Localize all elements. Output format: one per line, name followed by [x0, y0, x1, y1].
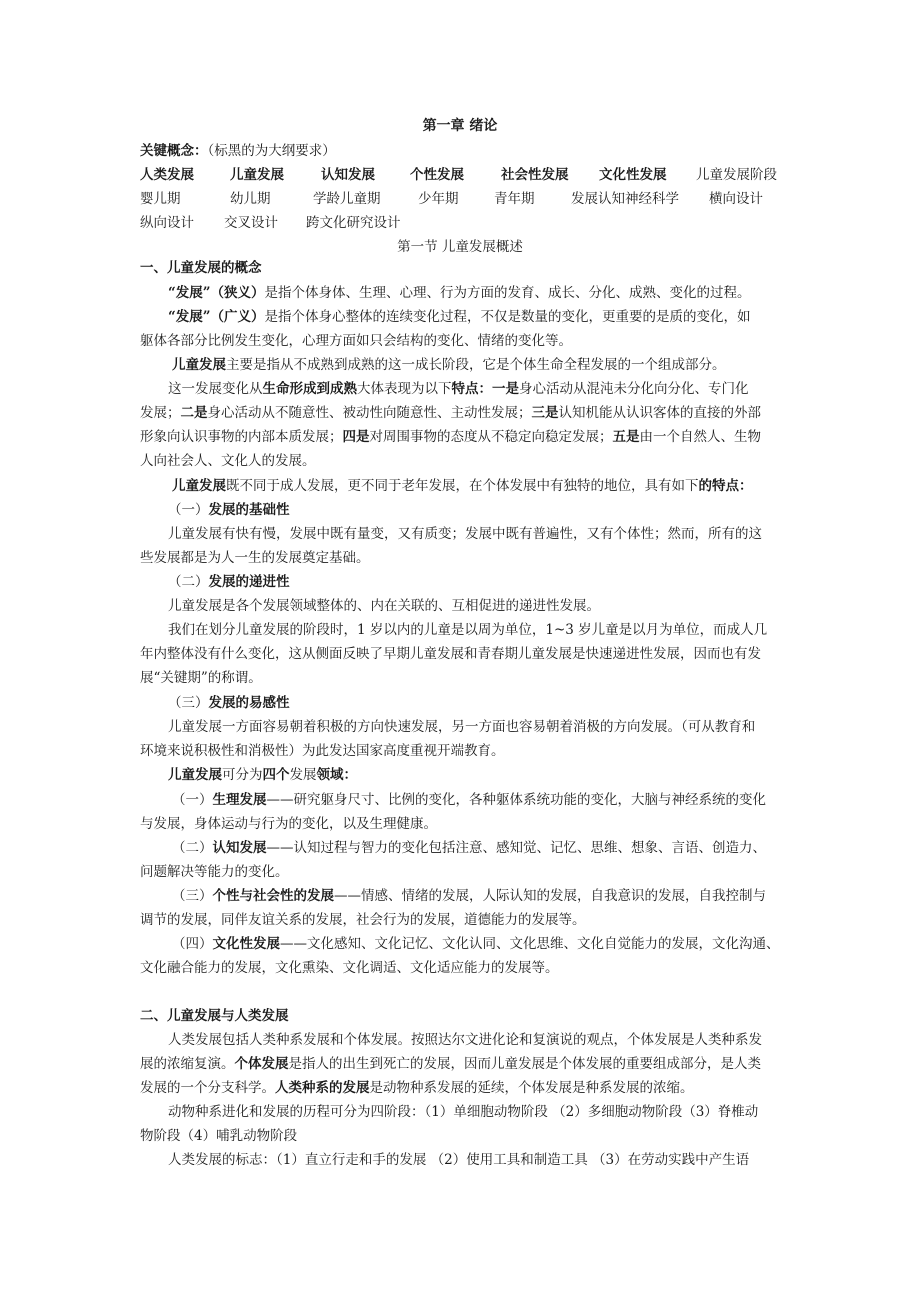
paragraph: 儿童发展是各个发展领域整体的、内在关联的、互相促进的递进性发展。: [168, 598, 600, 614]
paragraph-continuation: 环境来说积极性和消极性）为此发达国家高度重视开端教育。: [140, 743, 505, 759]
heading-1: 一、儿童发展的概念: [140, 260, 262, 276]
key-concepts-label: 关键概念：: [140, 143, 208, 159]
paragraph: [168, 283, 751, 303]
domain-title: 生理发展: [212, 792, 267, 808]
paragraph-continuation: 些发展都是为人一生的发展奠定基础。: [140, 550, 370, 566]
paragraph-continuation: [140, 427, 761, 447]
bold-term: 特点：一是: [451, 381, 519, 397]
concept-term: 交叉设计: [224, 215, 278, 231]
subheading-number: （二）: [168, 574, 209, 590]
domain-title: 认知发展: [212, 840, 267, 856]
subheading-number: （一）: [168, 502, 209, 518]
paragraph-continuation: 躯体各部分比例发生变化，心理方面如只会结构的变化、情绪的变化等。: [140, 333, 572, 349]
subheading: [168, 500, 290, 520]
bold-term: 五是: [612, 429, 640, 445]
concept-term: 认知发展: [321, 167, 375, 183]
chapter-title: 第一章 绪论: [422, 118, 498, 134]
paragraph: 人类发展包括人类种系发展和个体发展。按照达尔文进化论和复演说的观点，个体发展是人类种系发: [168, 1032, 762, 1048]
bold-term: 二是: [180, 405, 208, 421]
concept-term: 个性发展: [410, 167, 464, 183]
paragraph-text: 发展: [289, 767, 317, 783]
paragraph-text: 身心活动从混沌未分化向分化、专门化: [519, 381, 749, 397]
paragraph-continuation: [140, 1078, 694, 1098]
subheading: [168, 572, 290, 592]
paragraph-continuation: 问题解决等能力的变化。: [140, 864, 289, 880]
concept-term: 幼儿期: [230, 191, 271, 207]
concept-term: 纵向设计: [140, 215, 194, 231]
domain-item: [172, 790, 766, 810]
bold-term: 儿童发展: [168, 767, 222, 783]
paragraph-text: 这一发展变化从: [168, 381, 263, 397]
paragraph: 人类发展的标志：（1）直立行走和手的发展 （2）使用工具和制造工具 （3）在劳动实践中产生语: [168, 1152, 750, 1168]
paragraph: [168, 307, 751, 327]
concept-term: 人类发展: [140, 167, 194, 183]
bold-term: 儿童发展: [172, 357, 226, 373]
paragraph-text: ——认知过程与智力的变化包括注意、感知觉、记忆、思维、想象、言语、创造力、: [266, 840, 766, 856]
paragraph-text: 可分为: [222, 767, 263, 783]
paragraph-text: 是指个体身体、生理、心理、行为方面的发育、成长、分化、成熟、变化的过程。: [264, 285, 751, 301]
domain-title: 个性与社会性的发展: [212, 888, 334, 904]
paragraph-text: 是指人的出生到死亡的发展，因而儿童发展是个体发展的重要组成部分，是人类: [288, 1056, 761, 1072]
concept-term: 文化性发展: [599, 167, 667, 183]
key-concepts-note: （标黑的为大纲要求）: [207, 143, 336, 159]
heading-2: 二、儿童发展与人类发展: [140, 1008, 289, 1024]
paragraph-continuation: 人向社会人、文化人的发展。: [140, 453, 316, 469]
bold-term: “发展”（广义）: [168, 309, 265, 325]
paragraph: 儿童发展有快有慢，发展中既有量变，又有质变；发展中既有普遍性，又有个体性；然而，所有的这: [168, 526, 762, 542]
paragraph-continuation: 展“关键期”的称谓。: [140, 670, 262, 686]
paragraph: [168, 765, 357, 785]
domain-number: （三）: [172, 888, 213, 904]
concept-term: 横向设计: [709, 191, 763, 207]
paragraph-text: 是动物种系发展的延续，个体发展是种系发展的浓缩。: [369, 1080, 694, 1096]
bold-term: 生命形成到成熟: [262, 381, 357, 397]
concept-term: 社会性发展: [501, 167, 569, 183]
paragraph-text: 身心活动从不随意性、被动性向随意性、主动性发展；: [207, 405, 532, 421]
domain-number: （四）: [172, 936, 213, 952]
concept-term: 青年期: [494, 191, 535, 207]
bold-term: 四是: [342, 429, 370, 445]
paragraph-continuation: 年内整体没有什么变化，这从侧面反映了早期儿童发展和青春期儿童发展是快速递进性发展，因而也有发: [140, 646, 761, 662]
paragraph: [172, 476, 753, 496]
concept-term: 发展认知神经科学: [571, 191, 679, 207]
concept-term: 儿童发展: [230, 167, 284, 183]
key-concepts-line: [140, 139, 336, 159]
paragraph: 我们在划分儿童发展的阶段时，1 岁以内的儿童是以周为单位，1~3 岁儿童是以月为单位，而成人几: [168, 622, 768, 638]
bold-term: 人类种系的发展: [275, 1080, 370, 1096]
paragraph-text: 大体表现为以下: [357, 381, 452, 397]
domain-item: [172, 934, 780, 954]
paragraph-continuation: [140, 1054, 761, 1074]
paragraph-text: ——文化感知、文化记忆、文化认同、文化思维、文化自觉能力的发展，文化沟通、: [280, 936, 780, 952]
concept-term: 婴儿期: [140, 191, 181, 207]
concept-term: 少年期: [418, 191, 459, 207]
paragraph-continuation: 调节的发展，同伴友谊关系的发展，社会行为的发展，道德能力的发展等。: [140, 912, 586, 928]
subheading: [168, 693, 290, 713]
concept-term: 跨文化研究设计: [306, 215, 401, 231]
paragraph-text: ——情感、情绪的发展，人际认知的发展，自我意识的发展，自我控制与: [334, 888, 766, 904]
bold-term: 个体发展: [234, 1056, 289, 1072]
bold-term: 领域：: [316, 767, 357, 783]
paragraph-text: 认知机能从认识客体的直接的外部: [558, 405, 761, 421]
paragraph-continuation: 文化融合能力的发展，文化熏染、文化调适、文化适应能力的发展等。: [140, 960, 559, 976]
bold-term: 三是: [531, 405, 559, 421]
paragraph: [172, 355, 726, 375]
domain-number: （二）: [172, 840, 213, 856]
paragraph-text: 发展；: [140, 405, 181, 421]
bold-term: “发展”（狭义）: [168, 285, 265, 301]
paragraph: [168, 379, 749, 399]
bold-term: 儿童发展: [172, 478, 226, 494]
paragraph-text: ——研究躯身尺寸、比例的变化，各种躯体系统功能的变化，大脑与神经系统的变化: [266, 792, 766, 808]
subheading-title: 发展的递进性: [208, 574, 290, 590]
paragraph-continuation: 与发展，身体运动与行为的变化，以及生理健康。: [140, 816, 437, 832]
paragraph-text: 既不同于成人发展，更不同于老年发展，在个体发展中有独特的地位，具有如下: [226, 478, 699, 494]
section-title: 第一节 儿童发展概述: [397, 239, 523, 255]
domain-item: [172, 886, 766, 906]
paragraph-text: 展的浓缩复演。: [140, 1056, 235, 1072]
paragraph-continuation: [140, 403, 761, 423]
subheading-title: 发展的基础性: [208, 502, 290, 518]
paragraph-text: 由一个自然人、生物: [639, 429, 761, 445]
subheading-title: 发展的易感性: [208, 695, 290, 711]
domain-title: 文化性发展: [212, 936, 280, 952]
paragraph-continuation: 物阶段（4）哺乳动物阶段: [140, 1128, 298, 1144]
concept-term: 学龄儿童期: [313, 191, 381, 207]
domain-number: （一）: [172, 792, 213, 808]
paragraph-text: 发展的一个分支科学。: [140, 1080, 275, 1096]
bold-term: 四个: [262, 767, 290, 783]
domain-item: [172, 838, 766, 858]
paragraph-text: 形象向认识事物的内部本质发展；: [140, 429, 343, 445]
bold-term: 的特点：: [698, 478, 753, 494]
paragraph-text: 主要是指从不成熟到成熟的这一成长阶段，它是个体生命全程发展的一个组成部分。: [226, 357, 726, 373]
paragraph: 动物种系进化和发展的历程可分为四阶段：（1）单细胞动物阶段 （2）多细胞动物阶段（3）脊椎动: [168, 1104, 759, 1120]
concept-term: 儿童发展阶段: [696, 167, 777, 183]
subheading-number: （三）: [168, 695, 209, 711]
paragraph: 儿童发展一方面容易朝着积极的方向快速发展，另一方面也容易朝着消极的方向发展。（可从教育和: [168, 719, 756, 735]
paragraph-text: 对周围事物的态度从不稳定向稳定发展；: [369, 429, 613, 445]
paragraph-text: 是指个体身心整体的连续变化过程，不仅是数量的变化，更重要的是质的变化，如: [264, 309, 751, 325]
